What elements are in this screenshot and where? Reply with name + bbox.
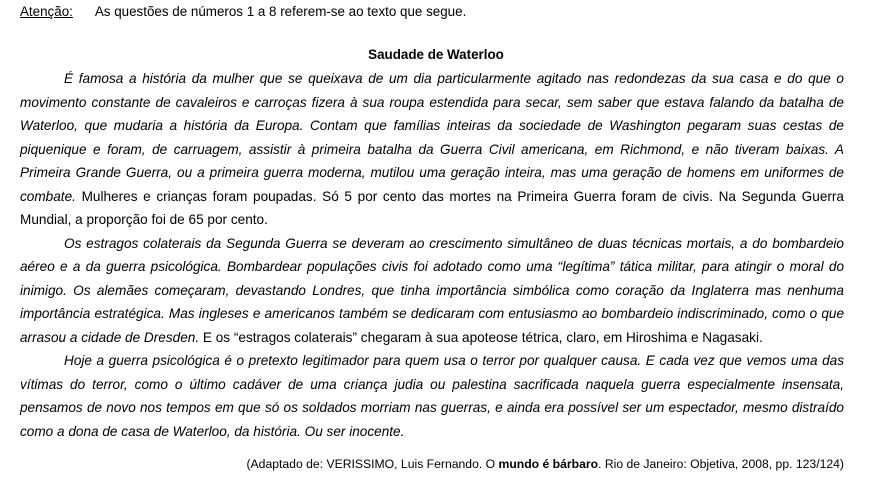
paragraph-2 (20, 232, 844, 350)
attention-label: Atenção: (20, 4, 73, 19)
credit-prefix: (Adaptado de: VERISSIMO, Luis Fernando. O (246, 457, 499, 471)
article-title: Saudade de Waterloo (368, 47, 504, 62)
credit-suffix: . Rio de Janeiro: Objetiva, 2008, pp. 123/124) (598, 457, 844, 471)
attention-text: As questões de números 1 a 8 referem-se ao texto que segue. (94, 4, 467, 19)
paragraph-1 (20, 67, 844, 232)
article-body (20, 67, 844, 443)
paragraph-1-text-italic: É famosa a história da mulher que se queixava de um dia particularmente agitado nas redondezas da sua casa e do que o movimento constante de cavaleiros e carroças fizera à sua roupa estendida para secar, sem saber que estava falando da batalha de Waterloo, que mudaria a história da Europa. Contam que famílias inteiras da sociedade de Washington pegaram suas cestas de piquenique e foram, de carruagem, assistir à primeira batalha da Guerra Civil americana, em Richmond, e não tiveram baixas. A Primeira Grande Guerra, ou a primeira guerra moderna, mutilou uma geração inteira, mas uma geração de homens em uniformes de combate. (20, 71, 844, 204)
attention-notice (20, 3, 466, 21)
source-credit (246, 456, 844, 472)
paragraph-3 (20, 349, 844, 443)
paragraph-2-text-italic: Os estragos colaterais da Segunda Guerra se deveram ao crescimento simultâneo de duas técnicas mortais, a do bombardeio aéreo e a da guerra psicológica. Bombardear populações civis foi adotado como uma “legítima” tática militar, para atingir o moral do inimigo. Os alemães começaram, devastando Londres, que tinha importância simbólica como coração da Inglaterra mas nenhuma importância estratégica. Mas ingleses e americanos também se dedicaram com entusiasmo ao bombardeio indiscriminado, como o que arrasou a cidade de Dresden. (20, 235, 844, 345)
paragraph-2-text-regular: E os “estragos colaterais” chegaram à sua apoteose tétrica, claro, em Hiroshima e Nagasaki. (202, 329, 763, 345)
credit-book-title: mundo é bárbaro (498, 457, 599, 471)
paragraph-1-text-regular: Mulheres e crianças foram poupadas. Só 5 por cento das mortes na Primeira Guerra foram de civis. Na Segunda Guerra Mundial, a proporção foi de 65 por cento. (20, 188, 844, 227)
paragraph-3-text-italic: Hoje a guerra psicológica é o pretexto legitimador para quem usa o terror por qualquer causa. E cada vez que vemos uma das vítimas do terror, como o último cadáver de uma criança judia ou palestina sacrificada naquela guerra especialmente insensata, pensamos de novo nos tempos em que só os soldados morriam nas guerras, e ainda era possível ser um espectador, mesmo distraído como a dona de casa de Waterloo, da história. Ou ser inocente. (20, 353, 844, 439)
